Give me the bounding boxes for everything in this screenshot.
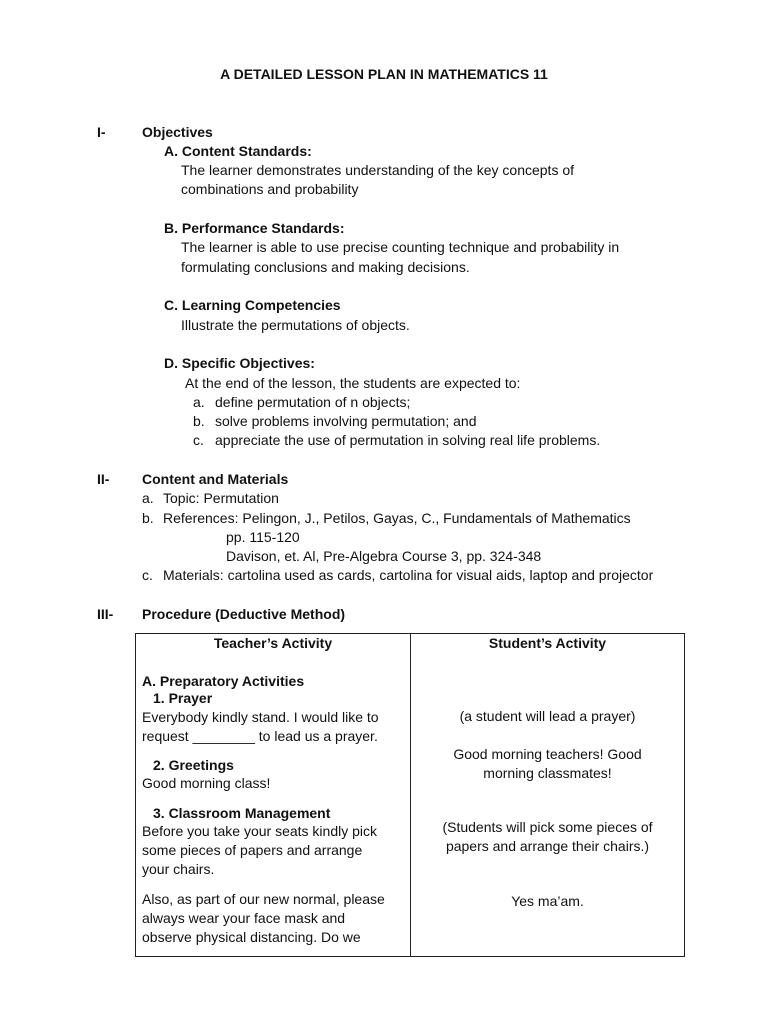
- teacher-classroom-line: some pieces of papers and arrange: [142, 842, 363, 858]
- list-marker: c.: [142, 567, 153, 583]
- procedure-heading: Procedure (Deductive Method): [142, 606, 346, 622]
- performance-standards-line: The learner is able to use precise counting technique and probability in: [181, 239, 620, 255]
- content-standards-line: combinations and probability: [181, 181, 359, 197]
- preparatory-activities-heading: A. Preparatory Activities: [142, 673, 305, 689]
- student-new-normal-line: Yes ma’am.: [511, 893, 584, 909]
- specific-objectives-heading: D. Specific Objectives:: [164, 355, 315, 371]
- list-item-continuation: pp. 115-120: [226, 529, 300, 545]
- list-item: solve problems involving permutation; and: [215, 413, 477, 429]
- specific-objectives-intro: At the end of the lesson, the students are expected to:: [185, 375, 521, 391]
- section-numeral-content: II-: [97, 471, 110, 487]
- section-numeral-objectives: I-: [97, 124, 106, 140]
- teacher-prayer-line: request ________ to lead us a prayer.: [142, 728, 378, 744]
- teacher-prayer-line: Everybody kindly stand. I would like to: [142, 709, 379, 725]
- list-marker: b.: [193, 413, 205, 429]
- list-item-continuation: Davison, et. Al, Pre-Algebra Course 3, pp. 324-348: [226, 548, 542, 564]
- student-greetings-line: Good morning teachers! Good: [453, 746, 642, 762]
- teacher-column: [136, 634, 411, 957]
- student-classroom-line: papers and arrange their chairs.): [445, 838, 650, 854]
- student-activity-header: Student’s Activity: [488, 635, 607, 651]
- performance-standards-line: formulating conclusions and making decisions.: [181, 259, 470, 275]
- list-marker: a.: [193, 394, 205, 410]
- procedure-table: [135, 633, 685, 957]
- list-item: define permutation of n objects;: [215, 394, 411, 410]
- list-marker: b.: [142, 510, 154, 526]
- content-materials-heading: Content and Materials: [142, 471, 289, 487]
- content-standards-line: The learner demonstrates understanding of the key concepts of: [181, 162, 575, 178]
- teacher-classroom-line: your chairs.: [142, 861, 215, 877]
- student-prayer-line: (a student will lead a prayer): [459, 708, 636, 724]
- teacher-new-normal-line: observe physical distancing. Do we: [142, 929, 361, 945]
- classroom-management-heading: 3. Classroom Management: [153, 805, 331, 821]
- section-numeral-procedure: III-: [97, 606, 114, 622]
- student-greetings-line: morning classmates!: [483, 765, 612, 781]
- list-item: appreciate the use of permutation in solving real life problems.: [215, 432, 601, 448]
- document-title: A DETAILED LESSON PLAN IN MATHEMATICS 11: [220, 66, 548, 82]
- teacher-activity-header: Teacher’s Activity: [213, 635, 333, 651]
- greetings-heading: 2. Greetings: [153, 757, 234, 773]
- learning-competencies-heading: C. Learning Competencies: [164, 297, 341, 313]
- list-item: Materials: cartolina used as cards, cartolina for visual aids, laptop and projector: [163, 567, 654, 583]
- list-marker: a.: [142, 490, 154, 506]
- prayer-heading: 1. Prayer: [153, 690, 213, 706]
- performance-standards-heading: B. Performance Standards:: [164, 220, 345, 236]
- teacher-new-normal-line: always wear your face mask and: [142, 910, 346, 926]
- teacher-greetings-line: Good morning class!: [142, 775, 271, 791]
- teacher-new-normal-line: Also, as part of our new normal, please: [142, 891, 385, 907]
- teacher-classroom-line: Before you take your seats kindly pick: [142, 823, 378, 839]
- list-item: Topic: Permutation: [163, 490, 279, 506]
- student-column: [411, 634, 685, 957]
- objectives-heading: Objectives: [142, 124, 213, 140]
- student-classroom-line: (Students will pick some pieces of: [442, 819, 653, 835]
- content-standards-heading: A. Content Standards:: [164, 143, 312, 159]
- list-item: References: Pelingon, J., Petilos, Gayas, C., Fundamentals of Mathematics: [163, 510, 631, 526]
- learning-competencies-line: Illustrate the permutations of objects.: [181, 317, 410, 333]
- list-marker: c.: [193, 432, 204, 448]
